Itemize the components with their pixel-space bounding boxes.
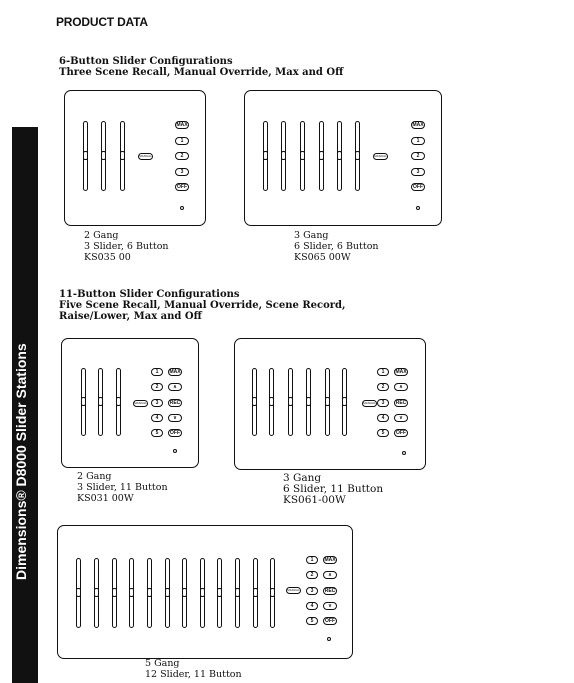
keypad-button-b5: 5 [377,429,389,437]
slider-track [269,368,274,436]
slider-knob [253,588,258,597]
section-11-button [59,289,346,322]
slider-knob [129,588,134,597]
manual-override-button: MANUAL [363,401,376,405]
keypad-button-down: ∨ [394,414,408,422]
section-title: 11-Button Slider Configurations [59,289,240,300]
slider-track [200,558,205,628]
keypad-button-b3: 3 [411,168,425,176]
keypad-button-b3: 3 [377,399,389,407]
keypad-button-off: OFF [177,184,187,190]
slider-knob [288,397,293,406]
keypad-button-rec: REC [169,399,181,406]
keypad-button-b2: 2 [411,152,425,160]
slider-knob [217,588,222,597]
slider-knob [83,151,88,160]
section-subtitle-line2: Raise/Lower, Max and Off [59,311,202,322]
slider-track [112,558,117,628]
keypad-button-off: OFF [396,430,406,437]
keypad-button-rec: REC [395,399,407,406]
slider-knob [98,397,103,406]
slider-plate-ks031 [61,338,199,468]
caption-5-gang [145,658,242,680]
caption-model: KS061-00W [283,494,346,506]
caption-model: KS035 00 [84,252,131,263]
slider-knob [112,588,117,597]
slider-track [270,558,275,628]
keypad-button-b1: 1 [175,137,189,145]
slider-knob [306,397,311,406]
keypad-button-b2: 2 [306,571,318,579]
caption-gang: 3 Gang [294,230,329,241]
slider-plate-5-gang [57,525,353,659]
slider-knob [120,151,125,160]
keypad-button-b2: 2 [151,383,163,391]
slider-knob [147,588,152,597]
caption-ks065 [294,230,379,263]
keypad-button-up: ∧ [168,383,182,391]
keypad-button-max: MAX [176,122,188,128]
keypad-button-max: MAX [412,122,424,128]
keypad-button-b1: 1 [411,137,425,145]
slider-knob [337,151,342,160]
keypad-button-b3: 3 [151,399,163,407]
slider-knob [116,397,121,406]
slider-track [319,121,324,191]
keypad-button-down: ∨ [168,414,182,422]
slider-knob [269,397,274,406]
caption-config: 6 Slider, 6 Button [294,241,379,252]
slider-track [235,558,240,628]
keypad-button-max: MAX [324,557,336,563]
caption-gang: 3 Gang [283,472,322,484]
status-led [173,449,177,453]
keypad-button-b3: 3 [175,168,189,176]
keypad-button-up: ∧ [394,383,408,391]
keypad-button-b5: 5 [306,617,318,625]
section-subtitle: Three Scene Recall, Manual Override, Max and Off [59,67,344,78]
slider-track [116,368,121,436]
slider-track [217,558,222,628]
slider-knob [252,397,257,406]
slider-knob [342,397,347,406]
caption-model: KS065 00W [294,252,351,263]
slider-knob [325,397,330,406]
caption-config: 3 Slider, 6 Button [84,241,169,252]
manual-override-button: MANUAL [134,401,147,405]
status-led [180,206,184,210]
slider-track [165,558,170,628]
slider-plate-ks035 [64,90,206,226]
slider-track [288,368,293,436]
slider-track [281,121,286,191]
slider-track [342,368,347,436]
caption-gang: 2 Gang [84,230,119,241]
keypad-button-b4: 4 [151,414,163,422]
keypad-button-b4: 4 [377,414,389,422]
slider-track [83,121,88,191]
caption-config: 6 Slider, 11 Button [283,483,384,495]
keypad-button-b1: 1 [151,368,163,376]
slider-track [325,368,330,436]
slider-track [76,558,81,628]
keypad-button-b3: 3 [306,587,318,595]
keypad-button-b1: 1 [306,556,318,564]
slider-track [120,121,125,191]
keypad-button-off: OFF [325,618,335,625]
slider-track [337,121,342,191]
keypad-button-down: ∨ [323,602,337,610]
slider-knob [81,397,86,406]
side-tab-label: Dimensions® D8000 Slider Stations [13,343,29,580]
section-subtitle-line1: Five Scene Recall, Manual Override, Scene Record, [59,300,346,311]
slider-knob [281,151,286,160]
page-title: PRODUCT DATA [56,15,148,29]
status-led [402,451,406,455]
slider-knob [263,151,268,160]
slider-track [129,558,134,628]
slider-track [300,121,305,191]
slider-knob [94,588,99,597]
slider-knob [200,588,205,597]
slider-knob [76,588,81,597]
keypad-button-max: MAX [169,369,181,375]
slider-knob [101,151,106,160]
slider-track [306,368,311,436]
keypad-button-max: MAX [395,369,407,375]
keypad-button-b2: 2 [377,383,389,391]
slider-plate-ks065 [244,90,442,226]
caption-config: 12 Slider, 11 Button [145,669,242,680]
keypad-button-up: ∧ [323,571,337,579]
section-6-button [59,56,343,78]
caption-ks035 [84,230,169,263]
keypad-button-b4: 4 [306,602,318,610]
manual-override-button: MANUAL [139,154,152,158]
keypad-button-b5: 5 [151,429,163,437]
caption-ks031 [77,471,168,504]
slider-knob [165,588,170,597]
slider-track [253,558,258,628]
slider-track [252,368,257,436]
status-led [416,206,420,210]
keypad-button-b1: 1 [377,368,389,376]
section-title: 6-Button Slider Configurations [59,56,233,67]
slider-track [94,558,99,628]
slider-plate-ks061 [234,338,426,470]
slider-track [98,368,103,436]
slider-track [263,121,268,191]
slider-track [355,121,360,191]
slider-track [81,368,86,436]
caption-gang: 5 Gang [145,658,180,669]
caption-ks061 [283,473,383,506]
slider-track [101,121,106,191]
slider-knob [319,151,324,160]
caption-gang: 2 Gang [77,471,112,482]
status-led [327,637,331,641]
manual-override-button: MANUAL [374,154,387,158]
slider-track [182,558,187,628]
slider-knob [300,151,305,160]
keypad-button-rec: REC [324,587,336,594]
keypad-button-off: OFF [170,430,180,437]
keypad-button-b2: 2 [175,152,189,160]
keypad-button-off: OFF [413,184,423,190]
slider-track [147,558,152,628]
slider-knob [182,588,187,597]
slider-knob [235,588,240,597]
manual-override-button: MANUAL [287,588,300,592]
slider-knob [270,588,275,597]
caption-model: KS031 00W [77,493,134,504]
caption-config: 3 Slider, 11 Button [77,482,168,493]
slider-knob [355,151,360,160]
